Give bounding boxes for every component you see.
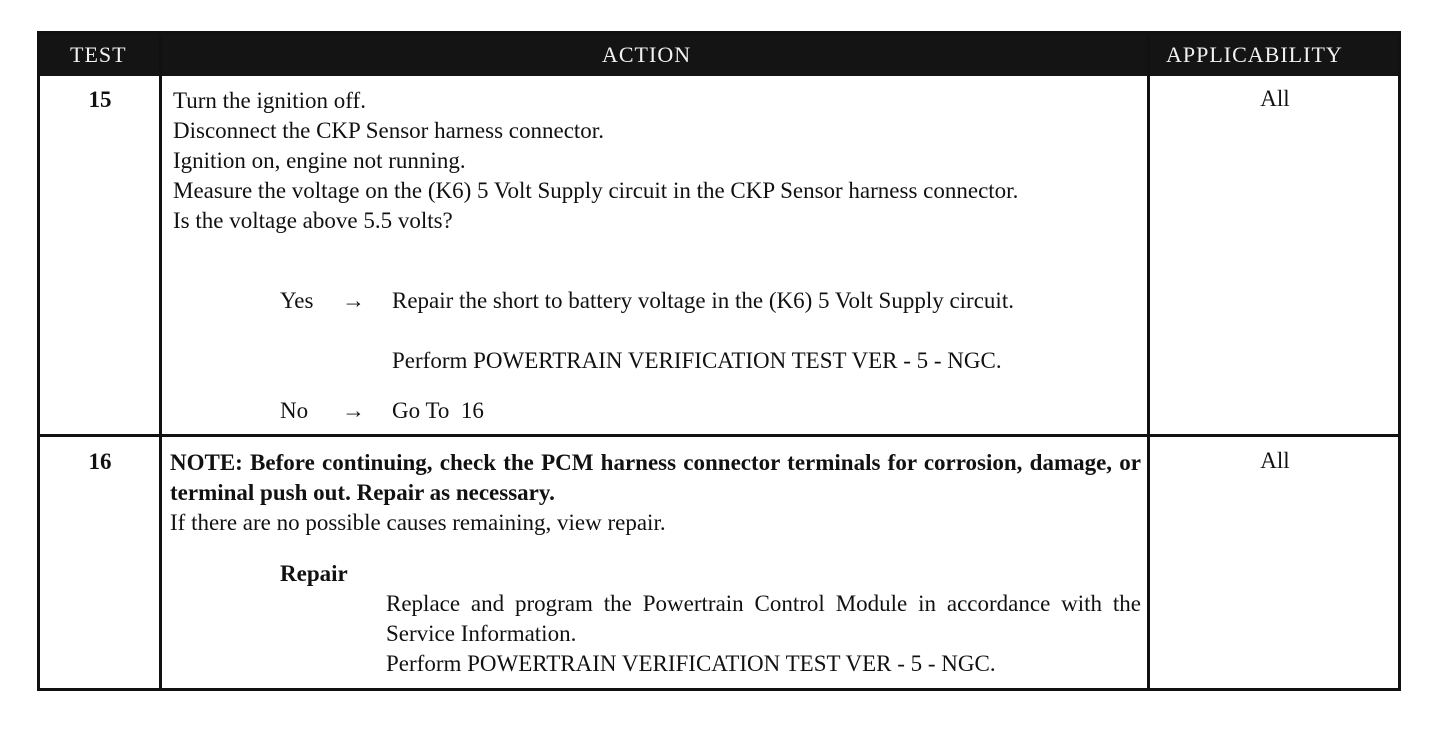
action-cell [173,86,1141,236]
note-text: NOTE: Before continuing, check the PCM harness connector terminals for corrosion, damage, or terminal push out. Repair as necessary. [170,450,1141,505]
applicability-value: All [1260,86,1290,111]
action-question: Is the voltage above 5.5 volts? [173,208,453,233]
action-step: If there are no possible causes remaining, view repair. [170,510,666,535]
repair-verification: Perform POWERTRAIN VERIFICATION TEST VER - 5 - NGC. [386,651,996,676]
applicability-value: All [1260,448,1290,473]
header-applicability: APPLICABILITY [1166,42,1343,67]
test-number: 16 [88,449,112,474]
action-step: Disconnect the CKP Sensor harness connector. [173,118,604,143]
action-step: Ignition on, engine not running. [173,148,466,173]
row-divider [40,434,1398,437]
diagnostic-test-table [37,31,1401,691]
right-arrow-icon: → [342,288,365,313]
no-label: No [280,398,309,423]
yes-label: Yes [280,288,314,313]
right-arrow-icon: → [342,398,365,423]
action-cell [170,448,1141,538]
action-step: Turn the ignition off. [173,88,366,113]
column-divider [159,34,162,688]
no-result: Go To 16 [392,398,484,423]
header-test: TEST [70,42,127,67]
column-divider [1147,34,1150,688]
test-number: 15 [88,87,112,112]
repair-instruction: Replace and program the Powertrain Control Module in accordance with the Service Information. [386,591,1141,646]
header-action: ACTION [602,42,692,67]
table-header [40,34,1398,76]
action-step: Measure the voltage on the (K6) 5 Volt Supply circuit in the CKP Sensor harness connector. [173,178,1019,203]
yes-result: Repair the short to battery voltage in the (K6) 5 Volt Supply circuit. [392,288,1014,313]
yes-verification: Perform POWERTRAIN VERIFICATION TEST VER - 5 - NGC. [392,348,1002,373]
repair-label: Repair [280,561,348,586]
